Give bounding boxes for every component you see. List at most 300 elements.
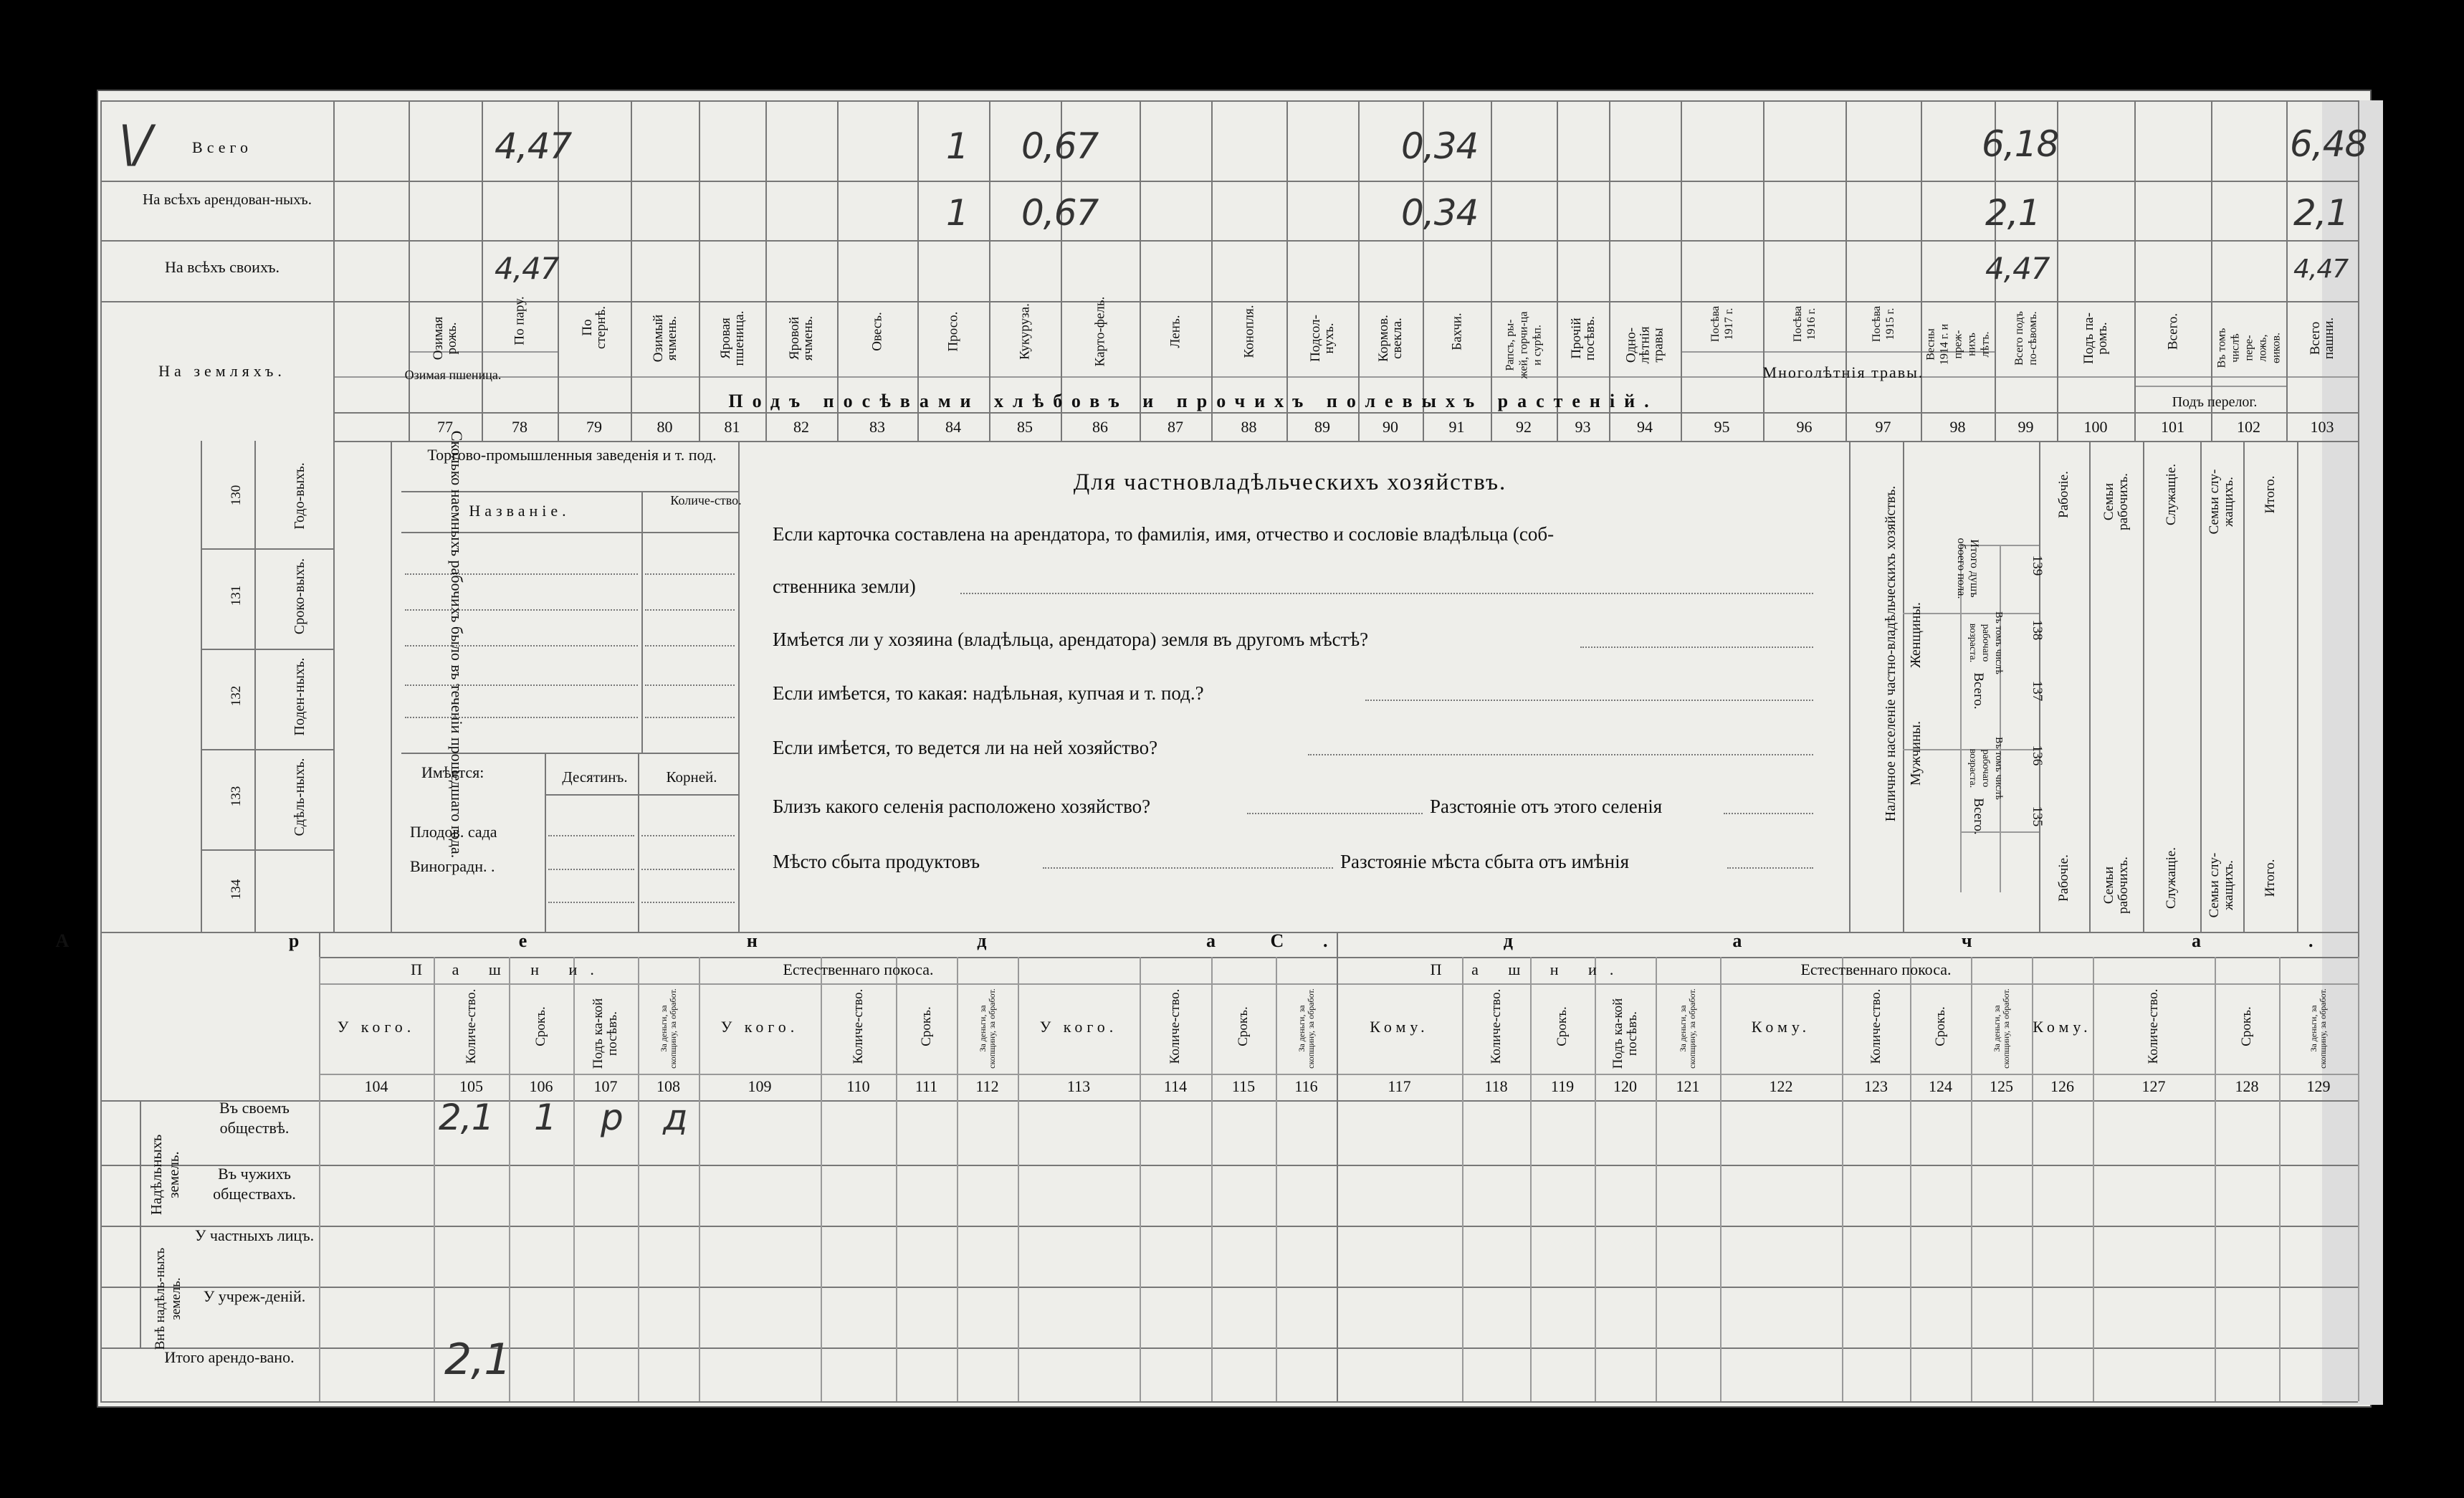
hw-lease-106: 1 [534, 1097, 556, 1138]
crop-col-rule [1921, 100, 1922, 441]
lease-header-123: Количе-ство. [1868, 988, 1883, 1064]
population-label: Наличное населеніе частно-владѣльческихъ хозяйствъ. [1883, 485, 1899, 822]
dotted-line [641, 902, 735, 903]
crop-col-rule [1491, 100, 1492, 441]
pop-138: 138 [2030, 619, 2045, 641]
trade-col-rule [641, 491, 643, 753]
group-vne-label: Внѣ надѣль-ныхъ земель. [153, 1247, 183, 1350]
crop-header-103: Всего пашни. [2308, 317, 2336, 360]
crop-header-77: Озимая рожь. [431, 316, 459, 361]
lease-group-2: П а ш н и. [1430, 960, 1627, 978]
lease-num-114: 114 [1163, 1077, 1188, 1095]
crop-num-95: 95 [1714, 418, 1730, 436]
lease-num-126: 126 [2050, 1077, 2074, 1095]
hired-workers-question: Сколько наемныхъ рабочихъ было въ теченіи прошедшаго года. [448, 430, 466, 859]
crop-header-86: Карто-фель. [1092, 296, 1108, 367]
dotted-line [960, 593, 1813, 594]
dotted-line [641, 869, 735, 870]
lease-header-113: У кого. [1039, 1018, 1118, 1036]
mid-col-rule [1849, 441, 1851, 932]
lease-row-rule [100, 1347, 2358, 1349]
mid-col-rule [254, 441, 256, 932]
pop-137: 137 [2030, 680, 2045, 702]
crop-header-93: Прочій посѣвъ. [1568, 316, 1598, 361]
lease-row-rule [100, 1165, 2358, 1166]
hw-svoih-99: 4,47 [1985, 251, 2050, 286]
lease-header-119: Срокъ. [1555, 1006, 1570, 1046]
crop-num-77: 77 [437, 418, 453, 436]
mid-col-rule [2089, 441, 2091, 932]
has-label: Имѣется: [421, 763, 484, 781]
lease-num-113: 113 [1066, 1077, 1091, 1095]
hired-num-132: 132 [229, 685, 244, 707]
crop-col-rule [333, 100, 335, 441]
mid-col-rule [1903, 441, 1904, 932]
row-label-svoih: На всѣхъ своихъ. [165, 258, 280, 276]
trade-qty-header: Количе-ство. [670, 493, 742, 507]
lease-num-123: 123 [1864, 1077, 1888, 1095]
trade-col-rule [545, 753, 546, 932]
lease-num-111: 111 [915, 1077, 938, 1095]
lease-group-3: Естественнаго покоса. [1800, 960, 1952, 978]
pop-itogo: Итого душъ обоего пола. [1955, 538, 1980, 599]
crop-header-81: Яровая пшеница. [717, 310, 747, 366]
crop-num-81: 81 [724, 418, 740, 436]
hw-svoih-79: 4,47 [495, 251, 559, 286]
hired-row-rule [201, 649, 333, 650]
lease-col-rule [1211, 957, 1213, 1401]
orchards-label: Плодов. сада [410, 823, 497, 841]
lease-group-0: П а ш н и. [411, 960, 607, 978]
top-border [100, 100, 2358, 102]
lease-group-1: Естественнаго покоса. [783, 960, 934, 978]
row-label-na-zemlyah: На земляхъ. [158, 362, 286, 380]
staff-bottom-4: Итого. [2262, 859, 2278, 897]
crop-num-101: 101 [2161, 418, 2184, 436]
lease-num-124: 124 [1929, 1077, 1952, 1095]
lease-col-rule [1910, 957, 1911, 1401]
lease-col-rule [1720, 957, 1722, 1401]
lease-header-106: Срокъ. [533, 1006, 548, 1046]
crop-col-rule [699, 100, 700, 441]
trade-name-header: Названіе. [469, 502, 570, 520]
lease-num-119: 119 [1550, 1077, 1575, 1095]
pop-women-vsego: Всего. [1971, 672, 1986, 710]
crop-header-102: Въ томъ числѣ пере-ложь, ѳиков. [2215, 328, 2282, 368]
lease-header-114: Количе-ство. [1167, 988, 1183, 1064]
lease-header-128: Срокъ. [2239, 1006, 2254, 1046]
crop-col-rule [631, 100, 632, 441]
hired-label-131: Сроко-выхъ. [292, 558, 307, 635]
lease-num-116: 116 [1294, 1077, 1318, 1095]
lease-num-128: 128 [2235, 1077, 2259, 1095]
lease-num-115: 115 [1231, 1077, 1256, 1095]
lease-col-rule [1595, 957, 1596, 1401]
hw-total-105: 2,1 [444, 1335, 511, 1385]
row-private-persons: У частныхъ лицъ. [194, 1226, 315, 1244]
mid-col-rule [2243, 441, 2245, 932]
lease-num-109: 109 [748, 1077, 772, 1095]
lease-col-rule [1018, 957, 1019, 1401]
question-6a: Мѣсто сбыта продуктовъ [773, 851, 980, 872]
dotted-line [405, 609, 638, 611]
crop-num-98: 98 [1949, 418, 1966, 436]
pop-136: 136 [2030, 745, 2045, 766]
crop-num-99: 99 [2017, 418, 2034, 436]
lease-col-rule [1276, 957, 1277, 1401]
lease-header-120: Подъ ка-кой посѣвъ. [1610, 998, 1640, 1069]
lease-num-118: 118 [1484, 1077, 1508, 1095]
staff-top-3: Семьи слу-жащихъ. [2207, 469, 2236, 535]
crop-col-rule [837, 100, 839, 441]
lease-col-rule [319, 957, 320, 1401]
lease-row-rule [100, 1287, 2358, 1288]
crop-num-79: 79 [586, 418, 602, 436]
crop-num-102: 102 [2237, 418, 2260, 436]
crop-col-rule [2211, 100, 2212, 441]
lease-header-105: Количе-ство. [463, 988, 479, 1064]
trade-col-rule [638, 753, 639, 932]
crop-num-91: 91 [1448, 418, 1465, 436]
lease-header-127: Количе-ство. [2146, 988, 2161, 1064]
row-rule [100, 181, 2358, 182]
question-5a: Близъ какого селенія расположено хозяйство? [773, 796, 1151, 817]
dotted-line [645, 573, 735, 575]
question-5b: Разстояніе отъ этого селенія [1430, 796, 1663, 817]
dotted-line [548, 835, 634, 836]
lease-col-rule [434, 957, 435, 1401]
band-rule [333, 376, 2358, 378]
lease-col-rule [1140, 957, 1141, 1401]
lease-num-120: 120 [1613, 1077, 1637, 1095]
left-border [100, 100, 102, 1401]
card-edge [2322, 100, 2383, 1405]
lease-col-rule [896, 957, 897, 1401]
lease-header-107: Подъ ка-кой посѣвъ. [591, 998, 620, 1069]
pop-men-vsego: Всего. [1971, 798, 1986, 835]
lease-group-rule [140, 1100, 141, 1347]
hw-vsego-92: 0,34 [1401, 125, 1479, 167]
sdacha-title: С д а ч а. [1270, 930, 2421, 951]
crop-header-99: Всего подъ по-сѣвомъ. [2012, 311, 2039, 366]
lease-rule [319, 983, 2358, 985]
hired-num-130: 130 [229, 485, 244, 506]
lease-col-rule [1462, 957, 1463, 1401]
dotted-line [548, 902, 634, 903]
hw-lease-108: д [663, 1097, 687, 1138]
check-mark: \/ [118, 115, 151, 173]
lease-num-106: 106 [529, 1077, 553, 1095]
crop-header-84: Просо. [945, 311, 961, 352]
ozimaya-wheat-label: Озимая пшеница. [404, 368, 502, 382]
hw-arend-99: 2,1 [1985, 192, 2040, 234]
crop-col-rule [1681, 100, 1682, 441]
band-rule [333, 412, 2358, 414]
crop-header-91: Бахчи. [1449, 313, 1464, 350]
lease-row-rule [100, 1226, 2358, 1227]
mid-col-rule [2200, 441, 2202, 932]
lease-col-rule [1842, 957, 1843, 1401]
lease-header-115: Срокъ. [1236, 1006, 1251, 1046]
hw-arend-92: 0,34 [1401, 192, 1479, 234]
crop-header-96: Посѣва 1916 г. [1791, 305, 1818, 343]
lease-header-104: У кого. [337, 1018, 416, 1036]
lease-col-rule [2358, 957, 2359, 1401]
lease-header-116: За деньги, за скопщину, за обработ. [1296, 988, 1316, 1069]
row-label-vsego: Всего [192, 138, 252, 156]
dotted-line [405, 645, 638, 647]
crop-num-90: 90 [1383, 418, 1398, 436]
arenda-title: А р е н д а. [55, 930, 1436, 951]
hired-row-rule [201, 548, 333, 550]
staff-top-0: Рабочіе. [2056, 471, 2071, 518]
crop-num-87: 87 [1167, 418, 1183, 436]
hired-num-131: 131 [229, 585, 244, 606]
lease-col-rule [2093, 957, 2094, 1401]
crop-header-78: По пару. [512, 296, 527, 345]
hw-vsego-86: 0,67 [1021, 125, 1099, 167]
lease-col-rule [821, 957, 822, 1401]
trade-rule [545, 794, 738, 796]
crop-num-94: 94 [1637, 418, 1653, 436]
crop-num-103: 103 [2310, 418, 2334, 436]
crop-header-87: Ленъ. [1167, 315, 1183, 348]
crop-col-rule [765, 100, 767, 441]
crop-header-92: Рапсъ, ры-жей, горчи-ца и сурѣп. [1504, 311, 1544, 379]
perennial-grass-label: Многолѣтнія травы. [1762, 363, 1924, 381]
lease-header-111: Срокъ. [918, 1006, 934, 1046]
crop-num-85: 85 [1017, 418, 1033, 436]
question-1a: Если карточка составлена на арендатора, то фамилія, имя, отчество и сословіе владѣльца (соб- [773, 523, 1555, 545]
lease-num-110: 110 [846, 1077, 870, 1095]
pop-women-vtom: Въ томъ числѣ рабочаго возраста. [1967, 611, 2004, 674]
crop-col-rule [1845, 100, 1847, 441]
row-label-arend: На всѣхъ арендован-ныхъ. [143, 191, 312, 208]
lease-rule [319, 1074, 2358, 1075]
lease-col-rule [638, 957, 639, 1401]
crop-header-83: Овесъ. [869, 312, 885, 351]
question-1b: ственника земли) [773, 576, 916, 597]
crop-col-rule [409, 100, 410, 441]
crop-col-rule [1609, 100, 1610, 441]
lease-col-rule [1971, 957, 1972, 1401]
crop-header-97: Посѣва 1915 г. [1870, 305, 1896, 343]
crop-num-82: 82 [793, 418, 809, 436]
crop-header-88: Конопля. [1241, 305, 1256, 358]
private-farms-title: Для частновладѣльческихъ хозяйствъ. [1073, 469, 1507, 495]
hw-vsego-79: 4,47 [495, 125, 572, 167]
lease-header-112: За деньги, за скопщину, за обработ. [977, 988, 997, 1069]
dotted-line [1727, 867, 1813, 869]
men-label: Мужчины. [1908, 720, 1924, 786]
lease-col-rule [2215, 957, 2216, 1401]
lease-divider [1337, 932, 1338, 1401]
hw-lease-107: р [601, 1097, 623, 1138]
hired-num-133: 133 [229, 786, 244, 807]
num-rule [333, 441, 2358, 442]
crop-header-100: Подъ па-ромъ. [2081, 313, 2110, 364]
dotted-line [645, 684, 735, 686]
dotted-line [641, 835, 735, 836]
mid-col-rule [201, 441, 202, 932]
lease-col-rule [1656, 957, 1657, 1401]
pop-men-vtom: Въ томъ числѣ рабочаго возраста. [1967, 737, 2004, 800]
mid-col-rule [333, 441, 335, 932]
women-label: Женщины. [1908, 602, 1924, 668]
dotted-line [645, 645, 735, 647]
lease-num-117: 117 [1388, 1077, 1411, 1095]
crop-header-94: Одно-лѣтнія травы [1623, 326, 1666, 364]
dotted-line [1247, 813, 1423, 814]
row-own-society: Въ своемъ обществѣ. [219, 1099, 290, 1137]
staff-bottom-3: Семьи слу-жащихъ. [2207, 852, 2236, 918]
dotted-line [1308, 754, 1813, 755]
bottom-border [100, 1401, 2358, 1403]
lease-num-108: 108 [656, 1077, 680, 1095]
lease-col-rule [957, 957, 958, 1401]
question-2: Имѣется ли у хозяина (владѣльца, арендатора) земля въ другомъ мѣстѣ? [773, 629, 1369, 650]
crop-col-rule [2286, 100, 2288, 441]
lease-num-112: 112 [975, 1077, 999, 1095]
question-3: Если имѣется, то какая: надѣльная, купчая и т. под.? [773, 682, 1204, 704]
mid-col-rule [2143, 441, 2144, 932]
crop-header-101: Всего. [2165, 313, 2180, 350]
crop-num-92: 92 [1516, 418, 1532, 436]
lease-num-105: 105 [459, 1077, 483, 1095]
hw-arend-86: 0,67 [1021, 192, 1099, 234]
lease-header-117: Кому. [1370, 1018, 1429, 1036]
lease-header-129: За деньги, за скопщину, за обработ. [2308, 988, 2328, 1069]
lease-header-124: Срокъ. [1932, 1006, 1948, 1046]
crop-num-93: 93 [1575, 418, 1591, 436]
lease-num-104: 104 [364, 1077, 388, 1095]
trade-title: Торгово-промышленныя заведенія и т. под. [427, 446, 717, 464]
row-rule [100, 240, 2358, 242]
staff-top-2: Служащіе. [2164, 463, 2179, 526]
crop-header-98: Весны 1914 г. и преж-нихъ лѣтъ. [1924, 323, 1991, 366]
lease-header-118: Количе-ство. [1488, 988, 1504, 1064]
dotted-line [405, 684, 638, 686]
hw-svoih-103: 4,47 [2293, 254, 2349, 284]
hw-lease-105: 2,1 [439, 1097, 494, 1138]
hired-row-rule [201, 849, 333, 851]
lease-header-122: Кому. [1751, 1018, 1811, 1036]
staff-bottom-2: Служащіе. [2164, 846, 2179, 910]
crop-num-89: 89 [1314, 418, 1330, 436]
lease-header-108: За деньги, за скопщину, за обработ. [658, 988, 678, 1069]
fallow-label: Подъ перелог. [2172, 394, 2258, 410]
korney-header: Корней. [666, 768, 717, 786]
dotted-line [405, 717, 638, 718]
group-nadel-label: Надѣльныхъ земель. [148, 1134, 182, 1216]
hired-label-132: Поден-ныхъ. [292, 657, 307, 736]
staff-bottom-0: Рабочіе. [2056, 854, 2071, 902]
crop-header-82: Яровой ячмень. [787, 315, 816, 361]
crop-col-rule [1358, 100, 1360, 441]
dotted-line [1043, 867, 1333, 869]
lease-col-rule [1530, 957, 1532, 1401]
hired-row-rule [201, 749, 333, 750]
lease-col-rule [573, 957, 575, 1401]
crop-num-96: 96 [1796, 418, 1813, 436]
lease-header-126: Кому. [2033, 1018, 2092, 1036]
pop-135: 135 [2030, 806, 2045, 827]
dotted-line [405, 573, 638, 575]
hw-vsego-85: 1 [946, 125, 968, 167]
lease-num-122: 122 [1769, 1077, 1793, 1095]
lease-header-109: У кого. [720, 1018, 799, 1036]
hw-vsego-103: 6,48 [2290, 123, 2367, 165]
dotted-line [548, 869, 634, 870]
sub-rule [2134, 386, 2286, 387]
row-other-society: Въ чужихъ обществахъ. [213, 1165, 296, 1203]
staff-top-1: Семьи рабочихъ. [2101, 473, 2131, 530]
crop-num-83: 83 [869, 418, 885, 436]
lease-num-129: 129 [2306, 1077, 2331, 1095]
crop-col-rule [2134, 100, 2136, 441]
vineyards-label: Виноградн. . [410, 857, 495, 875]
hired-label-130: Годо-выхъ. [292, 462, 307, 530]
mid-col-rule [391, 441, 392, 932]
pop-col-rule [2000, 545, 2001, 892]
crop-header-79: По стернѣ. [580, 306, 608, 349]
dotted-line [645, 609, 735, 611]
crop-header-85: Кукуруза. [1017, 303, 1033, 360]
crop-col-rule [989, 100, 990, 441]
hired-label-133: Сдѣль-ныхъ. [292, 758, 307, 836]
hired-num-134: 134 [229, 879, 244, 900]
lease-col-rule [2279, 957, 2281, 1401]
desyatin-header: Десятинъ. [562, 768, 628, 786]
crop-header-90: Кормов. свекла. [1376, 315, 1405, 362]
lease-rule [319, 957, 2358, 958]
crop-col-rule [482, 100, 483, 441]
crop-band-label: Подъ посѣвами хлѣбовъ и прочихъ полевыхъ растеній. [728, 391, 1658, 411]
lease-num-127: 127 [2141, 1077, 2166, 1095]
lease-num-125: 125 [1990, 1077, 2013, 1095]
lease-num-107: 107 [593, 1077, 618, 1095]
row-institutions: У учреж-деній. [203, 1287, 306, 1305]
crop-num-88: 88 [1241, 418, 1257, 436]
row-total-leased: Итого арендо-вано. [164, 1348, 295, 1366]
lease-header-121: За деньги, за скопщину, за обработ. [1678, 988, 1697, 1069]
crop-col-rule [1211, 100, 1213, 441]
crop-num-86: 86 [1092, 418, 1108, 436]
crop-header-95: Посѣва 1917 г. [1709, 305, 1735, 343]
dotted-line [645, 717, 735, 718]
lease-header-110: Количе-ство. [850, 988, 866, 1064]
dotted-line [1580, 647, 1813, 648]
dotted-line [1365, 700, 1813, 701]
question-6b: Разстояніе мѣста сбыта отъ имѣнія [1340, 851, 1630, 872]
mid-col-rule [2297, 441, 2298, 932]
crop-header-89: Подсол-нухъ. [1308, 315, 1337, 362]
crop-col-rule [1140, 100, 1141, 441]
crop-col-rule [1763, 100, 1765, 441]
crop-num-97: 97 [1875, 418, 1891, 436]
crop-col-rule [1286, 100, 1288, 441]
lease-col-rule [699, 957, 700, 1401]
pop-139: 139 [2030, 555, 2045, 576]
question-4: Если имѣется, то ведется ли на ней хозяйство? [773, 737, 1158, 758]
hw-vsego-99: 6,18 [1982, 123, 2059, 165]
lease-header-125: За деньги, за скопщину, за обработ. [1991, 988, 2011, 1069]
dotted-line [1724, 813, 1813, 814]
crop-num-100: 100 [2083, 418, 2108, 436]
crop-header-80: Озимый ячмень. [650, 314, 679, 363]
lease-num-121: 121 [1676, 1077, 1700, 1095]
staff-top-4: Итого. [2262, 475, 2278, 514]
